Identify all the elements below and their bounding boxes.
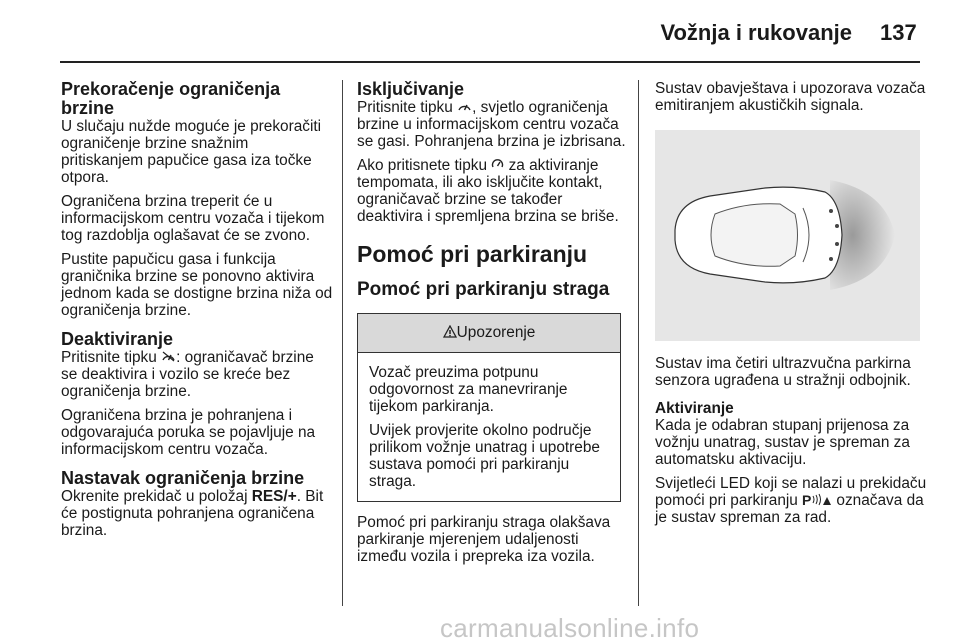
- speed-limiter-icon: [457, 99, 472, 116]
- parking-assist-icon: [802, 492, 832, 509]
- switch-position-label: RES/+: [251, 488, 297, 505]
- paragraph: [61, 349, 333, 400]
- paragraph: [655, 475, 927, 526]
- text-span: za aktiviranje tempomata, ili ako isključite kontakt, ograničavač brzine se također deaktivira i spremljena brzina se briše.: [357, 157, 619, 225]
- text-span: označava da je sustav spreman za rad.: [655, 492, 924, 526]
- paragraph: Sustav ima četiri ultrazvučna parkirna senzora ugrađena u stražnji odbojnik.: [655, 355, 911, 389]
- text-span: Svijetleći LED koji se nalazi u prekidaču pomoći pri parkiranju: [655, 475, 927, 509]
- column-3: [655, 80, 927, 533]
- warning-title: Upozorenje: [456, 324, 536, 341]
- paragraph: Ograničena brzina je pohranjena i odgovarajuća poruka se pojavljuje na informacijskom centru vozača.: [61, 407, 316, 458]
- column-1: [61, 80, 333, 546]
- paragraph: Sustav obavještava i upozorava vozača emitiranjem akustičkih signala.: [655, 80, 926, 114]
- watermark: carmanualsonline.info: [440, 613, 700, 643]
- text-span: Okrenite prekidač u položaj: [61, 488, 252, 505]
- paragraph: Pustite papučicu gasa i funkcija graničnika brzine se ponovno aktivira jednom kada se dostigne brzina niža od ograničenja brzine.: [61, 251, 333, 319]
- warning-header: [358, 314, 620, 353]
- warning-body: [358, 353, 620, 501]
- page-number: 137: [880, 20, 917, 45]
- column-2: [357, 80, 629, 572]
- column-divider-2: [638, 80, 639, 606]
- paragraph: [357, 157, 629, 225]
- section-heading-speed-exceed: Prekoračenje ograničenja brzine: [61, 79, 281, 118]
- header-rule: [60, 61, 920, 63]
- section-heading-switch-off: Isključivanje: [357, 79, 465, 99]
- paragraph: [357, 99, 629, 150]
- paragraph: [61, 488, 333, 539]
- car-sensor-illustration: [655, 130, 920, 341]
- subheading-rear-parking-assist: Pomoć pri parkiranju straga: [357, 279, 610, 300]
- paragraph: Ograničena brzina treperit će u informacijskom centru vozača i tijekom tog razdoblja oglašavat će se zvono.: [61, 193, 325, 244]
- text-span: : ograničavač brzine se deaktivira i vozilo se kreće bez ograničenja brzine.: [61, 349, 314, 400]
- section-heading-resume: Nastavak ograničenja brzine: [61, 468, 305, 488]
- text-span: . Bit će postignuta pohranjena ograničena brzina.: [61, 488, 324, 539]
- text-span: Ako pritisnete tipku: [357, 157, 492, 174]
- paragraph: Pomoć pri parkiranju straga olakšava parkiranje mjerenjem udaljenosti između vozila i prepreka iza vozila.: [357, 514, 611, 565]
- warning-text: Uvijek provjerite okolno područje prilikom vožnje unatrag i upotrebe sustava pomoći pri parkiranju straga.: [369, 422, 600, 490]
- cruise-control-icon: [491, 157, 504, 174]
- paragraph: U slučaju nužde moguće je prekoračiti ograničenje brzine snažnim pritiskanjem papučice gasa iza točke otpora.: [61, 118, 322, 186]
- warning-triangle-icon: [443, 324, 457, 341]
- running-header-title: Vožnja i rukovanje: [660, 20, 852, 45]
- text-span: , svjetlo ograničenja brzine u informacijskom centru vozača se gasi. Pohranjena brzina je izbrisana.: [357, 99, 626, 150]
- chapter-heading-parking-assist: Pomoć pri parkiranju: [357, 241, 588, 267]
- paragraph: Kada je odabran stupanj prijenosa za vožnju unatrag, sustav je spreman za automatsku aktivaciju.: [655, 417, 910, 468]
- text-span: Pritisnite tipku: [61, 349, 162, 366]
- section-heading-activation: Aktiviranje: [655, 400, 734, 417]
- text-span: Pritisnite tipku: [357, 99, 458, 116]
- svg-text:P: P: [802, 493, 812, 506]
- section-heading-deactivation: Deaktiviranje: [61, 329, 174, 349]
- warning-box: [357, 313, 621, 502]
- column-divider-1: [342, 80, 343, 606]
- warning-text: Vozač preuzima potpunu odgovornost za manevriranje tijekom parkiranja.: [369, 364, 568, 415]
- speed-limiter-off-icon: [161, 349, 176, 366]
